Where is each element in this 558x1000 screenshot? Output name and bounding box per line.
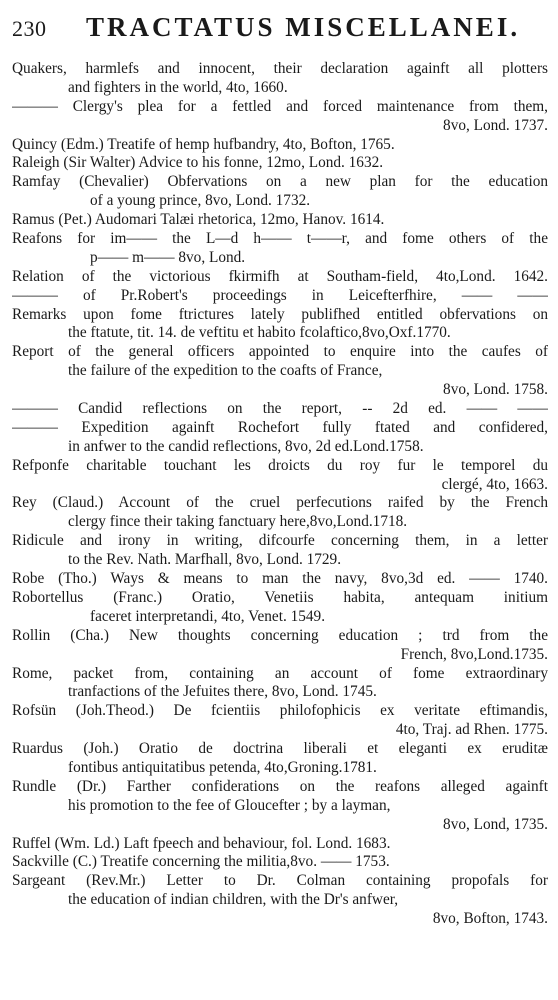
entry-line: Ruardus (Joh.) Oratio de doctrina liberali et eleganti ex eruditæ [12,740,548,758]
entry-line: his promotion to the fee of Gloucefter ; by a layman, [68,796,391,814]
entry-line: ——— Clergy's plea for a fettled and forced maintenance from them, [12,97,548,115]
entry-line: to the Rev. Nath. Marfhall, 8vo, Lond. 1729. [68,551,342,569]
entry-line: ——— Expedition againft Rochefort fully ftated and confidered, [12,418,548,436]
entry-line: Reafons for im—— the L—d h—— t——r, and fome others of the [12,230,548,248]
entry-line: Relation of the victorious fkirmifh at Southam-field, 4to,Lond. 1642. [12,267,548,285]
entry-line: p—— m—— 8vo, Lond. [90,248,246,266]
entry-line: 8vo, Lond. 1758. [443,381,548,399]
entry-line: clergy fince their taking fanctuary here,8vo,Lond.1718. [68,513,408,531]
entry-line: clergé, 4to, 1663. [441,475,548,493]
entry-line: Remarks upon fome ftrictures lately publifhed entitled obfervations on [12,305,548,323]
entry-line: Refponfe charitable touchant les droicts du roy fur le temporel du [12,456,548,474]
entry-line: Ruffel (Wm. Ld.) Laft fpeech and behaviour, fol. Lond. 1683. [12,834,391,852]
entry-line: Robe (Tho.) Ways & means to man the navy, 8vo,3d ed. —— 1740. [12,570,548,588]
page-number: 230 [12,16,47,41]
entry-line: Ramus (Pet.) Audomari Talæi rhetorica, 12mo, Hanov. 1614. [12,211,385,229]
entry-line: 8vo, Bofton, 1743. [432,910,548,928]
entry-line: fontibus antiquitatibus petenda, 4to,Groning.1781. [68,758,377,776]
entry-line: Rey (Claud.) Account of the cruel perfecutions raifed by the French [12,494,548,512]
entry-line: in anfwer to the candid reflections, 8vo, 2d ed.Lond.1758. [68,437,424,455]
page-header [12,12,546,46]
entry-line: Rofsün (Joh.Theod.) De fcientiis philofophicis ex veritate eftimandis, [12,702,548,720]
entry-line: 8vo, Lond, 1735. [443,815,548,833]
entry-line: ——— Candid reflections on the report, -- 2d ed. —— —— [12,400,548,418]
entry-line: Raleigh (Sir Walter) Advice to his fonne, 12mo, Lond. 1632. [12,154,384,172]
entry-line: Quakers, harmlefs and innocent, their declaration againft all plotters [12,60,548,77]
entry-line: tranfactions of the Jefuites there, 8vo, Lond. 1745. [68,683,377,701]
entry-line: Rollin (Cha.) New thoughts concerning education ; trd from the [12,626,548,644]
entry-line: Robortellus (Franc.) Oratio, Venetiis habita, antequam initium [12,588,548,606]
entry-line: Ramfay (Chevalier) Obfervations on a new plan for the education [12,173,548,191]
entry-line: Quincy (Edm.) Treatife of hemp hufbandry, 4to, Bofton, 1765. [12,135,395,153]
entry-line: ——— of Pr.Robert's proceedings in Leicefterfhire, —— —— [12,286,548,304]
entry-line: the ftatute, tit. 14. de veftitu et habito fcolaftico,8vo,Oxf.1770. [68,324,451,342]
entry-line: the education of indian children, with the Dr's anfwer, [68,891,399,909]
entry-line: Sackville (C.) Treatife concerning the militia,8vo. —— 1753. [12,853,390,871]
entry-line: Ridicule and irony in writing, difcourfe concerning them, in a letter [12,532,548,550]
entry-line: faceret interpretandi, 4to, Venet. 1549. [90,607,326,625]
entry-line: French, 8vo,Lond.1735. [400,645,548,663]
entry-line: Report of the general officers appointed to enquire into the caufes of [12,343,548,361]
entry-line: Sargeant (Rev.Mr.) Letter to Dr. Colman containing propofals for [12,872,548,890]
entry-line: Rome, packet from, containing an account of fome extraordinary [12,664,548,682]
entry-line: Rundle (Dr.) Farther confiderations on the reafons alleged againft [12,777,548,795]
bibliography-entries [12,60,548,929]
entry-line: 4to, Traj. ad Rhen. 1775. [395,721,548,739]
entry-line: of a young prince, 8vo, Lond. 1732. [90,192,311,210]
entry-line: 8vo, Lond. 1737. [443,116,548,134]
entry-line: and fighters in the world, 4to, 1660. [68,78,288,96]
entry-line: the failure of the expedition to the coafts of France, [68,362,383,380]
running-title: TRACTATUS MISCELLANEI. [86,12,521,42]
